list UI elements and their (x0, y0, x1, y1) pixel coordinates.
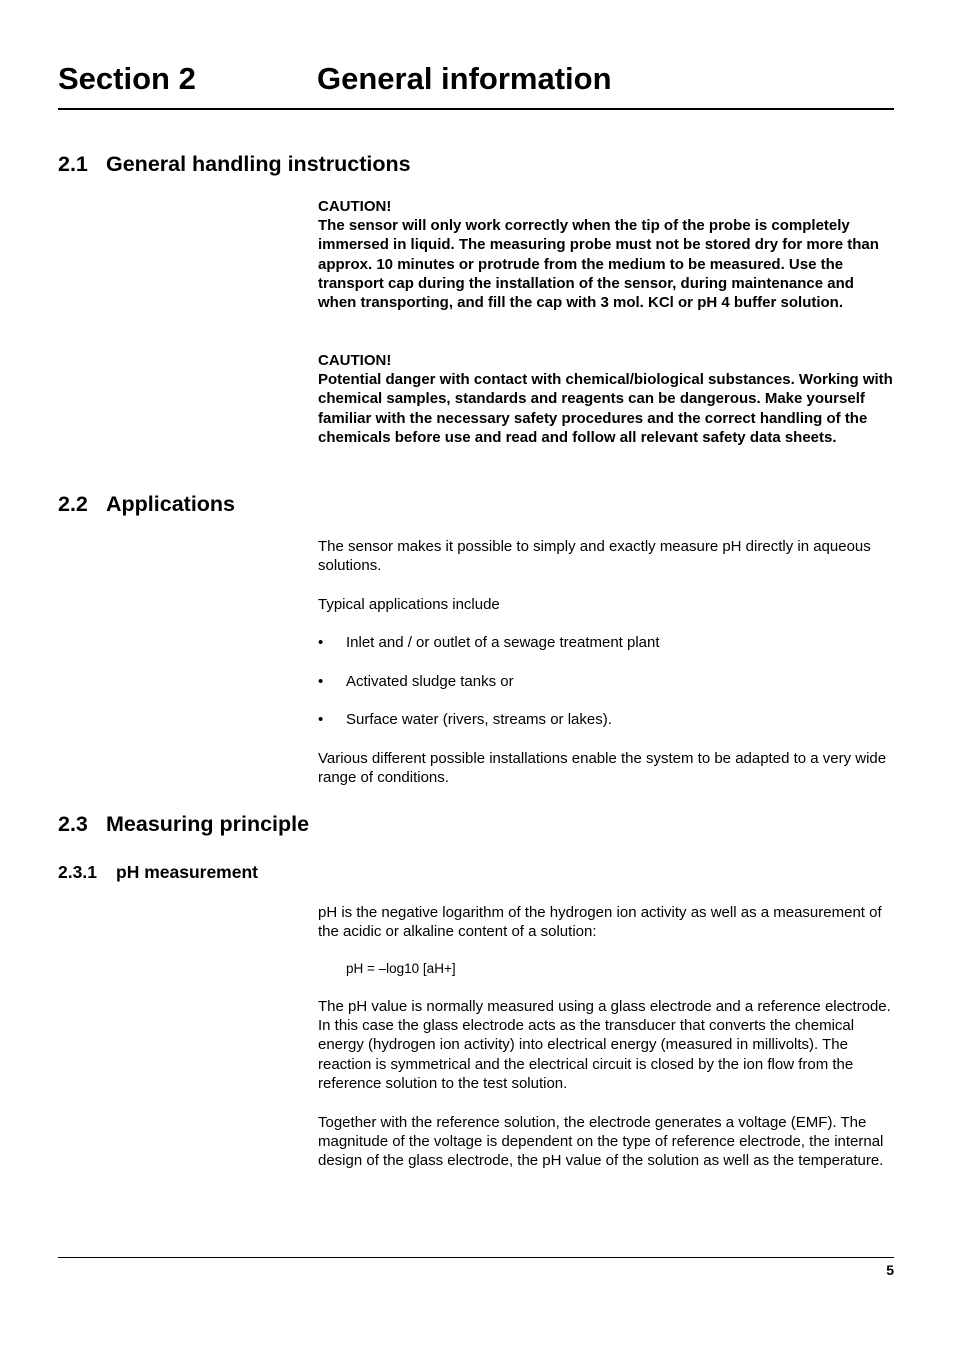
heading-number: 2.3.1 (58, 862, 97, 882)
bullet-marker: • (318, 711, 324, 728)
applications-closing: Various different possible installations enable the system to be adapted to a very wide range of conditions. (318, 750, 887, 787)
list-item-text: Activated sludge tanks or (346, 673, 514, 690)
bullet-marker: • (318, 673, 324, 690)
heading-title: Applications (106, 492, 236, 516)
bullet-marker: • (318, 634, 324, 651)
list-item-text: Inlet and / or outlet of a sewage treatment plant (346, 634, 660, 651)
ph-definition: pH is the negative logarithm of the hydrogen ion activity as well as a measurement of the acidic or alkaline content of a solution: (318, 904, 882, 941)
ph-formula: pH = –log10 [aH+] (346, 961, 456, 976)
section-header (58, 60, 894, 110)
applications-typical: Typical applications include (318, 596, 500, 613)
heading-number: 2.1 (58, 152, 88, 176)
footer-divider (58, 1257, 894, 1258)
caution-text: Potential danger with contact with chemical/biological substances. Working with chemical samples, standards and reagents can be dangerous. Make yourself familiar with the necessary safety procedures and the correct handling of the chemicals before use and read and follow all relevant safety data sheets. (318, 371, 893, 446)
list-item-text: Surface water (rivers, streams or lakes). (346, 711, 612, 728)
heading-number: 2.2 (58, 492, 88, 516)
caution-text: The sensor will only work correctly when the tip of the probe is completely immersed in liquid. The measuring probe must not be stored dry for more than approx. 10 minutes or protrude from the medium to be measured. Use the transport cap during the installation of the sensor, during maintenance and when transporting, and fill the cap with 3 mol. KCl or pH 4 buffer solution. (318, 217, 879, 312)
caution-label: CAUTION! (318, 198, 392, 215)
caution-block-1 (318, 197, 894, 312)
heading-2-3 (58, 811, 309, 837)
heading-title: General handling instructions (106, 152, 411, 176)
section-number: Section 2 (58, 61, 196, 96)
section-title: General information (317, 61, 612, 96)
heading-2-2 (58, 491, 235, 517)
heading-title: Measuring principle (106, 812, 310, 836)
heading-number: 2.3 (58, 812, 88, 836)
heading-2-3-1 (58, 861, 258, 883)
applications-intro: The sensor makes it possible to simply and exactly measure pH directly in aqueous solutions. (318, 538, 871, 575)
heading-title: pH measurement (116, 862, 258, 882)
page-number: 5 (886, 1262, 894, 1278)
emf-paragraph: Together with the reference solution, the electrode generates a voltage (EMF). The magnitude of the voltage is dependent on the type of reference electrode, the internal design of the glass electrode, the pH value of the solution as well as the temperature. (318, 1114, 884, 1170)
ph-measurement-paragraph: The pH value is normally measured using a glass electrode and a reference electrode. In this case the glass electrode acts as the transducer that converts the chemical energy (hydrogen ion activity) into electrical energy (measured in millivolts). The reaction is symmetrical and the electrical circuit is closed by the ion flow from the reference solution to the test solution. (318, 998, 891, 1092)
caution-label: CAUTION! (318, 352, 392, 369)
heading-2-1 (58, 151, 411, 177)
caution-block-2 (318, 351, 894, 447)
